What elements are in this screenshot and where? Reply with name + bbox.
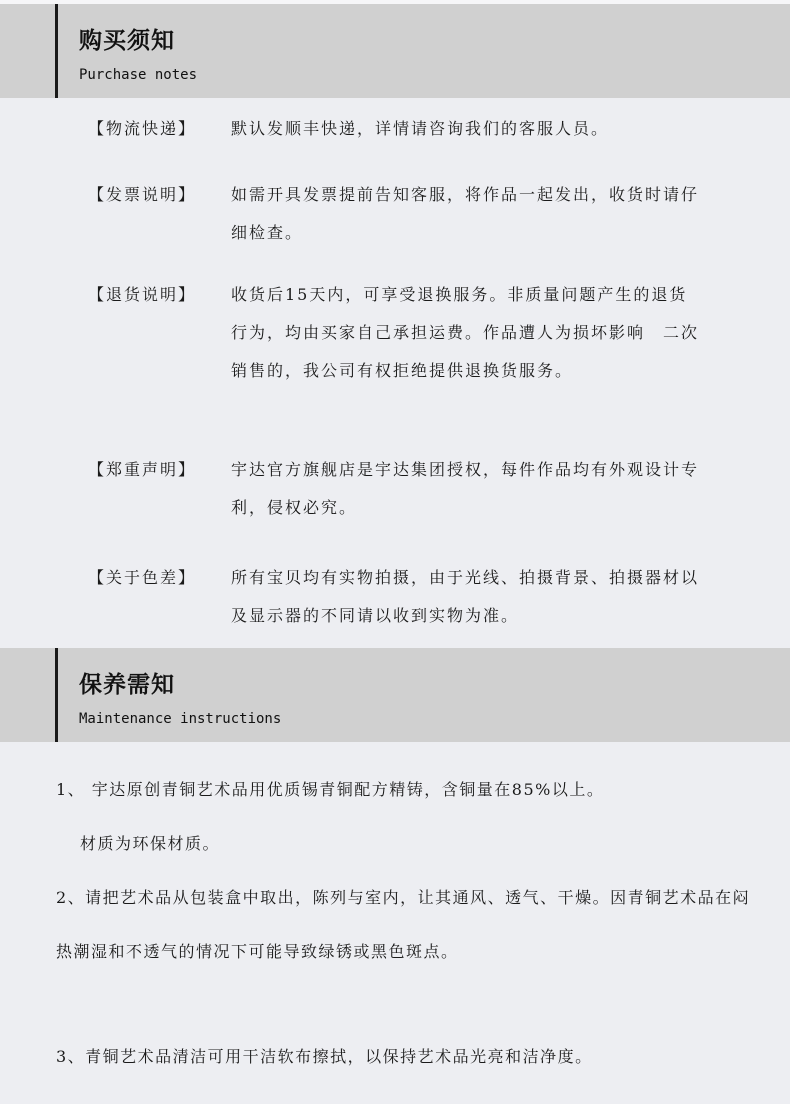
note-text: 默认发顺丰快递，详情请咨询我们的客服人员。: [231, 119, 610, 138]
note-text: 如需开具发票提前告知客服，将作品一起发出，收货时请仔细检查。: [231, 185, 700, 242]
note-label: 【物流快递】: [88, 119, 197, 138]
maintenance-text: 3、青铜艺术品清洁可用干洁软布擦拭，以保持艺术品光亮和洁净度。: [56, 1047, 593, 1066]
section-subtitle: Purchase notes: [79, 67, 198, 83]
note-label: 【关于色差】: [88, 568, 197, 587]
header-accent-bar: [55, 648, 58, 742]
note-label: 【发票说明】: [88, 185, 197, 204]
maintenance-header: [0, 648, 790, 742]
section-title: 购买须知: [79, 28, 175, 54]
note-label: 【退货说明】: [88, 285, 197, 304]
note-label: 【郑重声明】: [88, 460, 197, 479]
maintenance-text: 1、 宇达原创青铜艺术品用优质锡青铜配方精铸，含铜量在85%以上。: [56, 780, 605, 799]
note-text: 宇达官方旗舰店是宇达集团授权，每件作品均有外观设计专利，侵权必究。: [231, 460, 700, 517]
note-text: 所有宝贝均有实物拍摄，由于光线、拍摄背景、拍摄器材以及显示器的不同请以收到实物为准。: [231, 568, 700, 625]
purchase-notes-header: [0, 4, 790, 98]
maintenance-text: 2、请把艺术品从包装盒中取出，陈列与室内，让其通风、透气、干燥。因青铜艺术品在闷热潮湿和不透气的情况下可能导致绿锈或黑色斑点。: [56, 888, 751, 961]
section-subtitle: Maintenance instructions: [79, 711, 282, 727]
note-text: 收货后15天内，可享受退换服务。非质量问题产生的退货行为，均由买家自己承担运费。作品遭人为损坏影响 二次销售的，我公司有权拒绝提供退换货服务。: [231, 285, 700, 380]
maintenance-item-2: [56, 871, 766, 979]
maintenance-item-3: [56, 1030, 766, 1084]
section-title: 保养需知: [79, 672, 175, 698]
maintenance-item-1: [56, 763, 766, 871]
maintenance-text: 材质为环保材质。: [80, 834, 221, 853]
header-accent-bar: [55, 4, 58, 98]
